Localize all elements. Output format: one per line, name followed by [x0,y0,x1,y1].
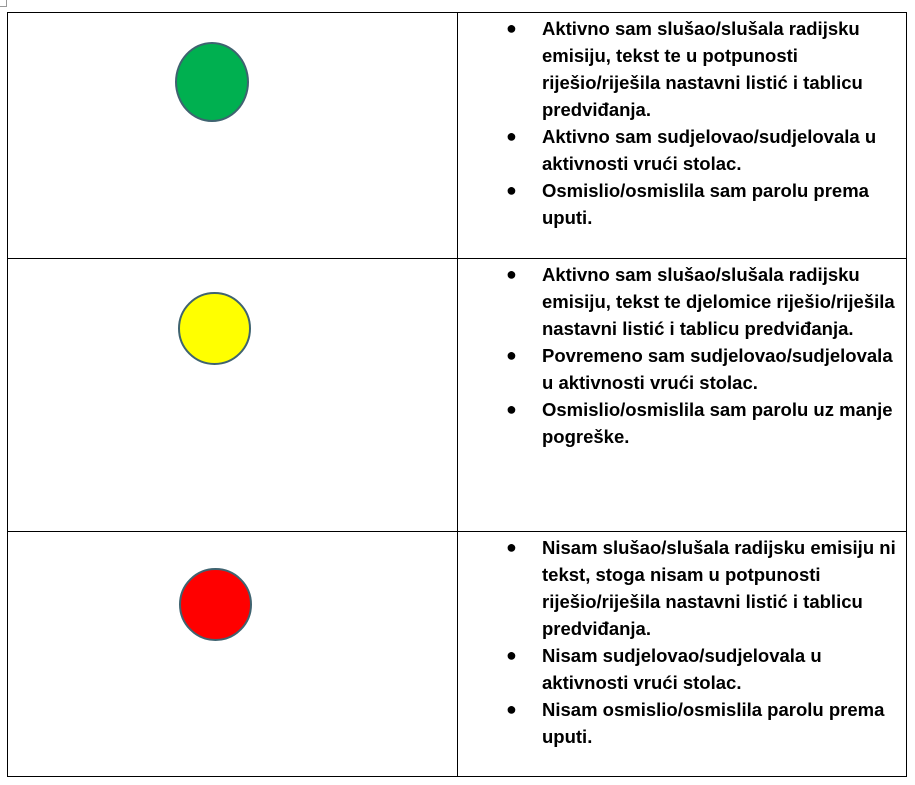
bullet-icon: ● [506,126,517,146]
list-item: ● Nisam sudjelovao/sudjelovala u aktivnosti vrući stolac. [506,642,898,696]
list-item: ● Aktivno sam slušao/slušala radijsku emisiju, tekst te u potpunosti riješio/riješila nastavni listić i tablicu predviđanja. [506,15,898,123]
bullet-icon: ● [506,699,517,719]
list-item: ● Nisam osmislio/osmislila parolu prema uputi. [506,696,898,750]
bullet-icon: ● [506,399,517,419]
criteria-list [506,534,898,750]
list-item: ● Osmislio/osmislila sam parolu uz manje pogreške. [506,396,898,450]
list-item: ● Osmislio/osmislila sam parolu prema uputi. [506,177,898,231]
bullet-icon: ● [506,264,517,284]
criteria-list [506,261,898,450]
indicator-cell [8,13,458,258]
list-item: ● Aktivno sam sudjelovao/sudjelovala u aktivnosti vrući stolac. [506,123,898,177]
list-item: ● Aktivno sam slušao/slušala radijsku emisiju, tekst te djelomice riješio/riješila nastavni listić i tablicu predviđanja. [506,261,898,342]
criteria-cell [458,259,906,531]
criteria-cell [458,532,906,776]
yellow-circle-icon [178,292,251,365]
criteria-cell [458,13,906,258]
red-circle-icon [179,568,252,641]
table-row-green [8,13,906,259]
indicator-cell [8,259,458,531]
indicator-cell [8,532,458,776]
bullet-icon: ● [506,645,517,665]
bullet-icon: ● [506,180,517,200]
bullet-icon: ● [506,537,517,557]
table-row-red [8,532,906,776]
bullet-icon: ● [506,18,517,38]
list-item: ● Nisam slušao/slušala radijsku emisiju ni tekst, stoga nisam u potpunosti riješio/riješila nastavni listić i tablicu predviđanja. [506,534,898,642]
self-assessment-table [7,12,907,777]
green-circle-icon [175,42,249,122]
criteria-list [506,15,898,231]
table-row-yellow [8,259,906,532]
page-corner-mark [0,0,7,7]
bullet-icon: ● [506,345,517,365]
list-item: ● Povremeno sam sudjelovao/sudjelovala u aktivnosti vrući stolac. [506,342,898,396]
